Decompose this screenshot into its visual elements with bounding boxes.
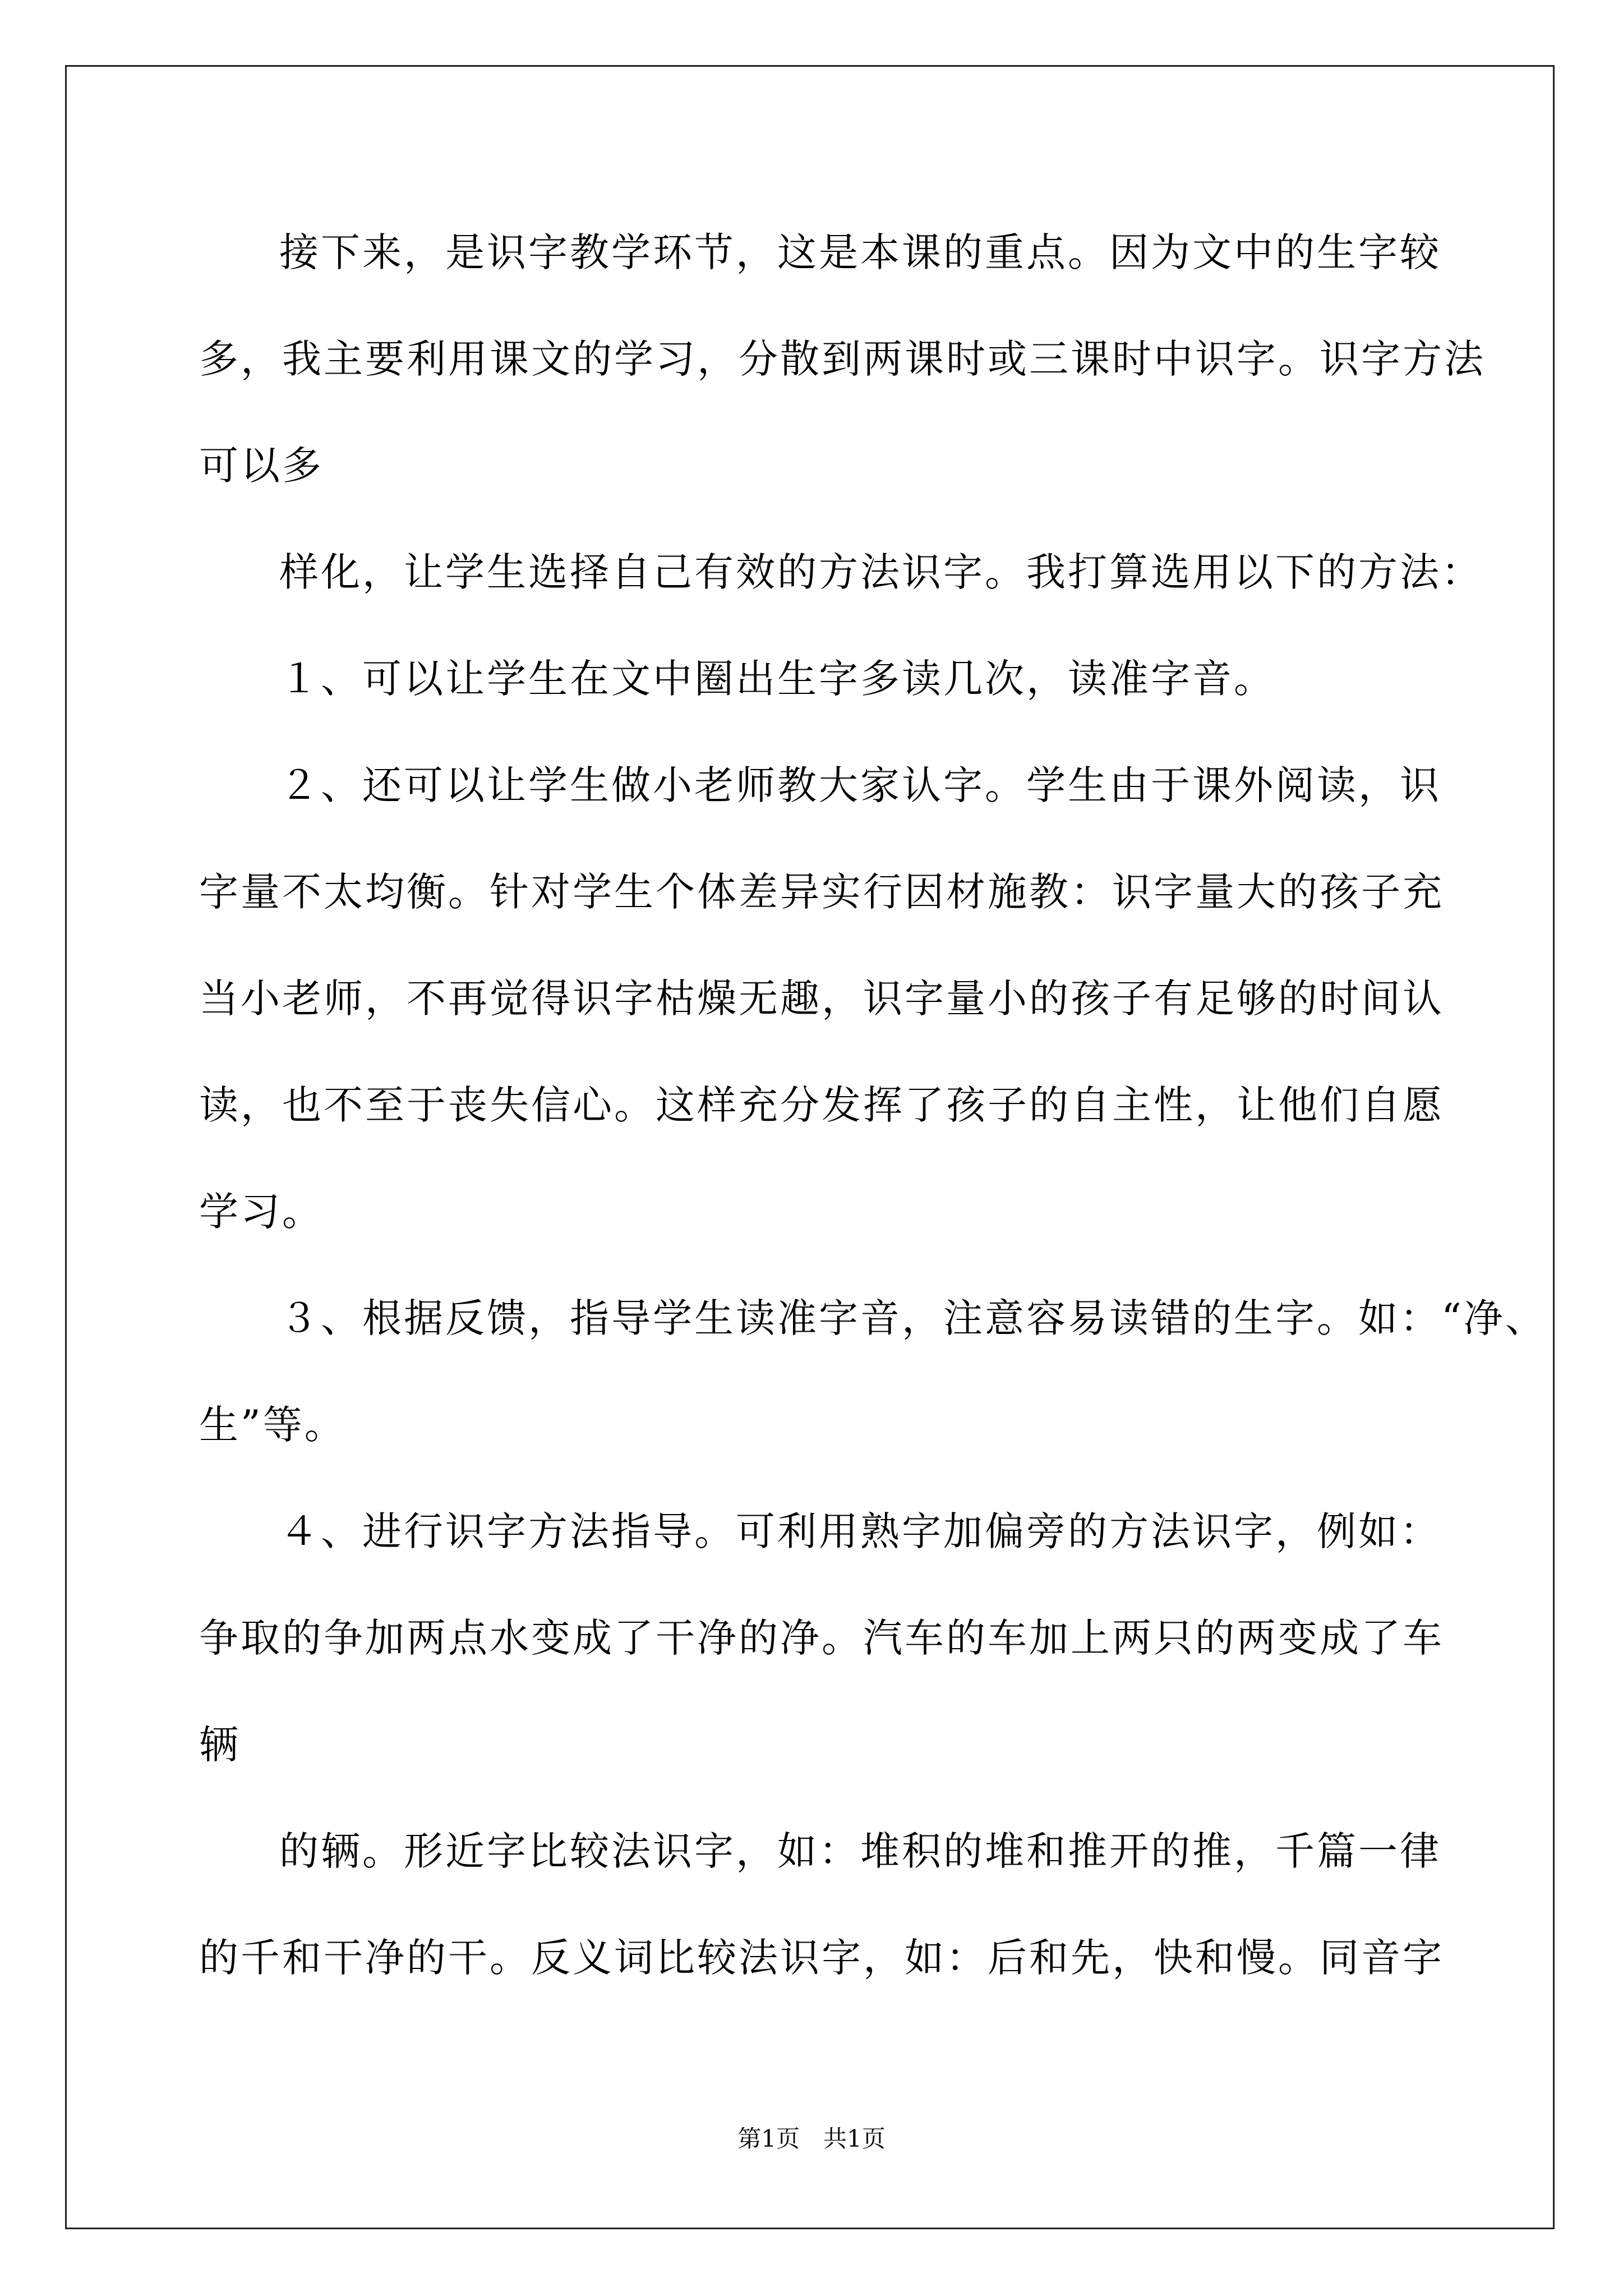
- text-line: ２、还可以让学生做小老师教大家认字。学生由于课外阅读，识: [279, 762, 1441, 808]
- text-line: 接下来，是识字教学环节，这是本课的重点。因为文中的生字较: [279, 229, 1441, 275]
- text-line: 读，也不至于丧失信心。这样充分发挥了孩子的自主性，让他们自愿: [199, 1082, 1444, 1128]
- text-line: 当小老师，不再觉得识字枯燥无趣，识字量小的孩子有足够的时间认: [199, 976, 1444, 1022]
- text-line: 样化，让学生选择自己有效的方法识字。我打算选用以下的方法：: [279, 549, 1483, 595]
- text-line: １、可以让学生在文中圈出生字多读几次，读准字音。: [279, 656, 1275, 702]
- text-line: 争取的争加两点水变成了干净的净。汽车的车加上两只的两变成了车: [199, 1615, 1444, 1661]
- text-line: 可以多: [199, 443, 324, 489]
- text-line: 辆: [199, 1722, 241, 1768]
- text-line: 字量不太均衡。针对学生个体差异实行因材施教：识字量大的孩子充: [199, 869, 1444, 915]
- page-footer: 第1页 共1页: [737, 2125, 886, 2152]
- text-line: 的辆。形近字比较法识字，如：堆积的堆和推开的推，千篇一律: [279, 1828, 1441, 1874]
- text-line: 多，我主要利用课文的学习，分散到两课时或三课时中识字。识字方法: [199, 336, 1486, 382]
- text-line: 的千和干净的干。反义词比较法识字，如：后和先，快和慢。同音字: [199, 1935, 1444, 1981]
- text-line: ３、根据反馈，指导学生读准字音，注意容易读错的生字。如：“净、: [279, 1295, 1547, 1341]
- document-body: [199, 224, 1547, 2036]
- text-line: 生”等。: [199, 1402, 346, 1448]
- text-line: ４、进行识字方法指导。可利用熟字加偏旁的方法识字，例如：: [279, 1508, 1441, 1554]
- text-line: 学习。: [199, 1189, 324, 1235]
